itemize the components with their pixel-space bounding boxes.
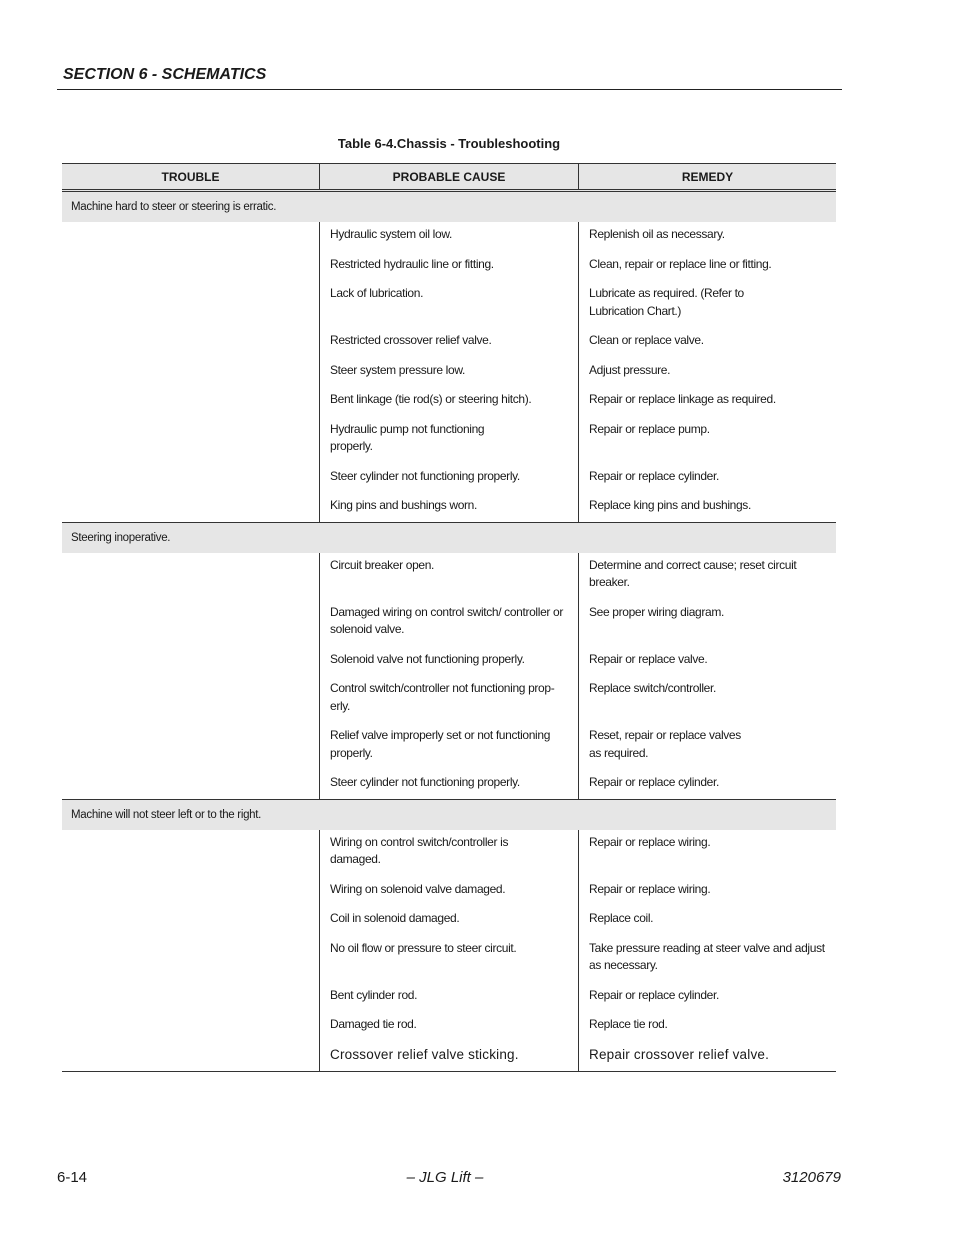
section-title: SECTION 6 - SCHEMATICS — [63, 66, 267, 83]
trouble-column-blank — [62, 830, 319, 1071]
cause-cell: Circuit breaker open. — [330, 557, 435, 572]
page-number: 6-14 — [57, 1169, 88, 1186]
cause-cell: Lack of lubrication. — [330, 286, 424, 300]
remedy-cell: Repair crossover relief valve. — [589, 1046, 770, 1062]
footer-publisher: – JLG Lift – — [406, 1169, 484, 1186]
remedy-cell: Lubricate as required. (Refer to Lubrication Chart.) — [589, 286, 744, 318]
remedy-cell: Repair or replace valve. — [589, 651, 708, 666]
table-caption: Table 6-4.Chassis - Troubleshooting — [337, 136, 561, 151]
cause-cell: Bent linkage (tie rod(s) or steering hitch). — [330, 392, 532, 406]
remedy-cell: Repair or replace cylinder. — [589, 775, 719, 789]
cause-cell: Relief valve improperly set or not functioning properly. — [330, 728, 551, 760]
cause-cell: Restricted crossover relief valve. — [330, 333, 492, 347]
remedy-cell: Replace coil. — [589, 911, 654, 925]
header-divider — [57, 89, 842, 90]
remedy-cell: Repair or replace cylinder. — [589, 987, 719, 1002]
cause-cell: No oil flow or pressure to steer circuit. — [330, 940, 517, 955]
remedy-cell: Replace switch/controller. — [589, 681, 716, 695]
cause-cell: Steer system pressure low. — [330, 362, 465, 377]
cause-column — [319, 830, 578, 1071]
trouble-group-body — [62, 830, 836, 1072]
remedy-cell: Replace tie rod. — [589, 1017, 668, 1031]
remedy-column — [578, 222, 836, 522]
remedy-cell: Take pressure reading at steer valve and adjust as necessary. — [589, 940, 825, 972]
remedy-cell: Clean, repair or replace line or fitting. — [589, 256, 772, 271]
cause-cell: Coil in solenoid damaged. — [330, 911, 460, 925]
remedy-cell: Repair or replace pump. — [589, 421, 710, 436]
cause-column — [319, 553, 578, 799]
column-header-remedy: REMEDY — [578, 164, 836, 189]
remedy-cell: Repair or replace cylinder. — [589, 468, 719, 483]
remedy-column — [578, 830, 836, 1071]
cause-cell: Wiring on control switch/controller is damaged. — [330, 834, 509, 866]
cause-cell: Steer cylinder not functioning properly. — [330, 775, 520, 789]
remedy-cell: Determine and correct cause; reset circuit breaker. — [589, 557, 797, 589]
trouble-column-blank — [62, 222, 319, 522]
trouble-group-body — [62, 222, 836, 523]
column-header-trouble: TROUBLE — [161, 169, 220, 184]
trouble-group-header: Machine will not steer left or to the right. — [62, 800, 836, 830]
cause-cell: Damaged tie rod. — [330, 1017, 417, 1031]
remedy-cell: Repair or replace linkage as required. — [589, 392, 776, 406]
cause-cell: Wiring on solenoid valve damaged. — [330, 881, 506, 896]
trouble-group-header: Machine hard to steer or steering is erratic. — [62, 192, 836, 222]
cause-cell: Damaged wiring on control switch/ controller or solenoid valve. — [330, 604, 563, 636]
trouble-group-body — [62, 553, 836, 800]
cause-cell: Control switch/controller not functioning prop-erly. — [330, 681, 555, 713]
remedy-cell: Reset, repair or replace valves as required. — [589, 728, 741, 760]
cause-cell: Hydraulic system oil low. — [330, 227, 452, 241]
cause-cell: Bent cylinder rod. — [330, 987, 418, 1002]
remedy-cell: Repair or replace wiring. — [589, 881, 711, 896]
remedy-cell: Adjust pressure. — [589, 362, 671, 377]
remedy-cell: Replace king pins and bushings. — [589, 498, 751, 512]
remedy-cell: Replenish oil as necessary. — [589, 227, 725, 241]
remedy-cell: See proper wiring diagram. — [589, 604, 724, 619]
cause-cell: King pins and bushings worn. — [330, 498, 477, 512]
remedy-column — [578, 553, 836, 799]
cause-cell: Restricted hydraulic line or fitting. — [330, 256, 494, 271]
column-header-probable-cause: PROBABLE CAUSE — [319, 164, 578, 189]
cause-cell: Hydraulic pump not functioning properly. — [330, 421, 485, 453]
troubleshooting-table — [62, 163, 836, 1072]
remedy-cell: Clean or replace valve. — [589, 333, 704, 347]
document-number: 3120679 — [782, 1169, 841, 1186]
cause-cell: Steer cylinder not functioning properly. — [330, 468, 520, 483]
cause-cell: Crossover relief valve sticking. — [330, 1046, 519, 1062]
table-header-row — [62, 163, 836, 192]
cause-cell: Solenoid valve not functioning properly. — [330, 651, 525, 666]
cause-column — [319, 222, 578, 522]
trouble-column-blank — [62, 553, 319, 799]
remedy-cell: Repair or replace wiring. — [589, 834, 711, 849]
trouble-group-header: Steering inoperative. — [62, 523, 836, 553]
